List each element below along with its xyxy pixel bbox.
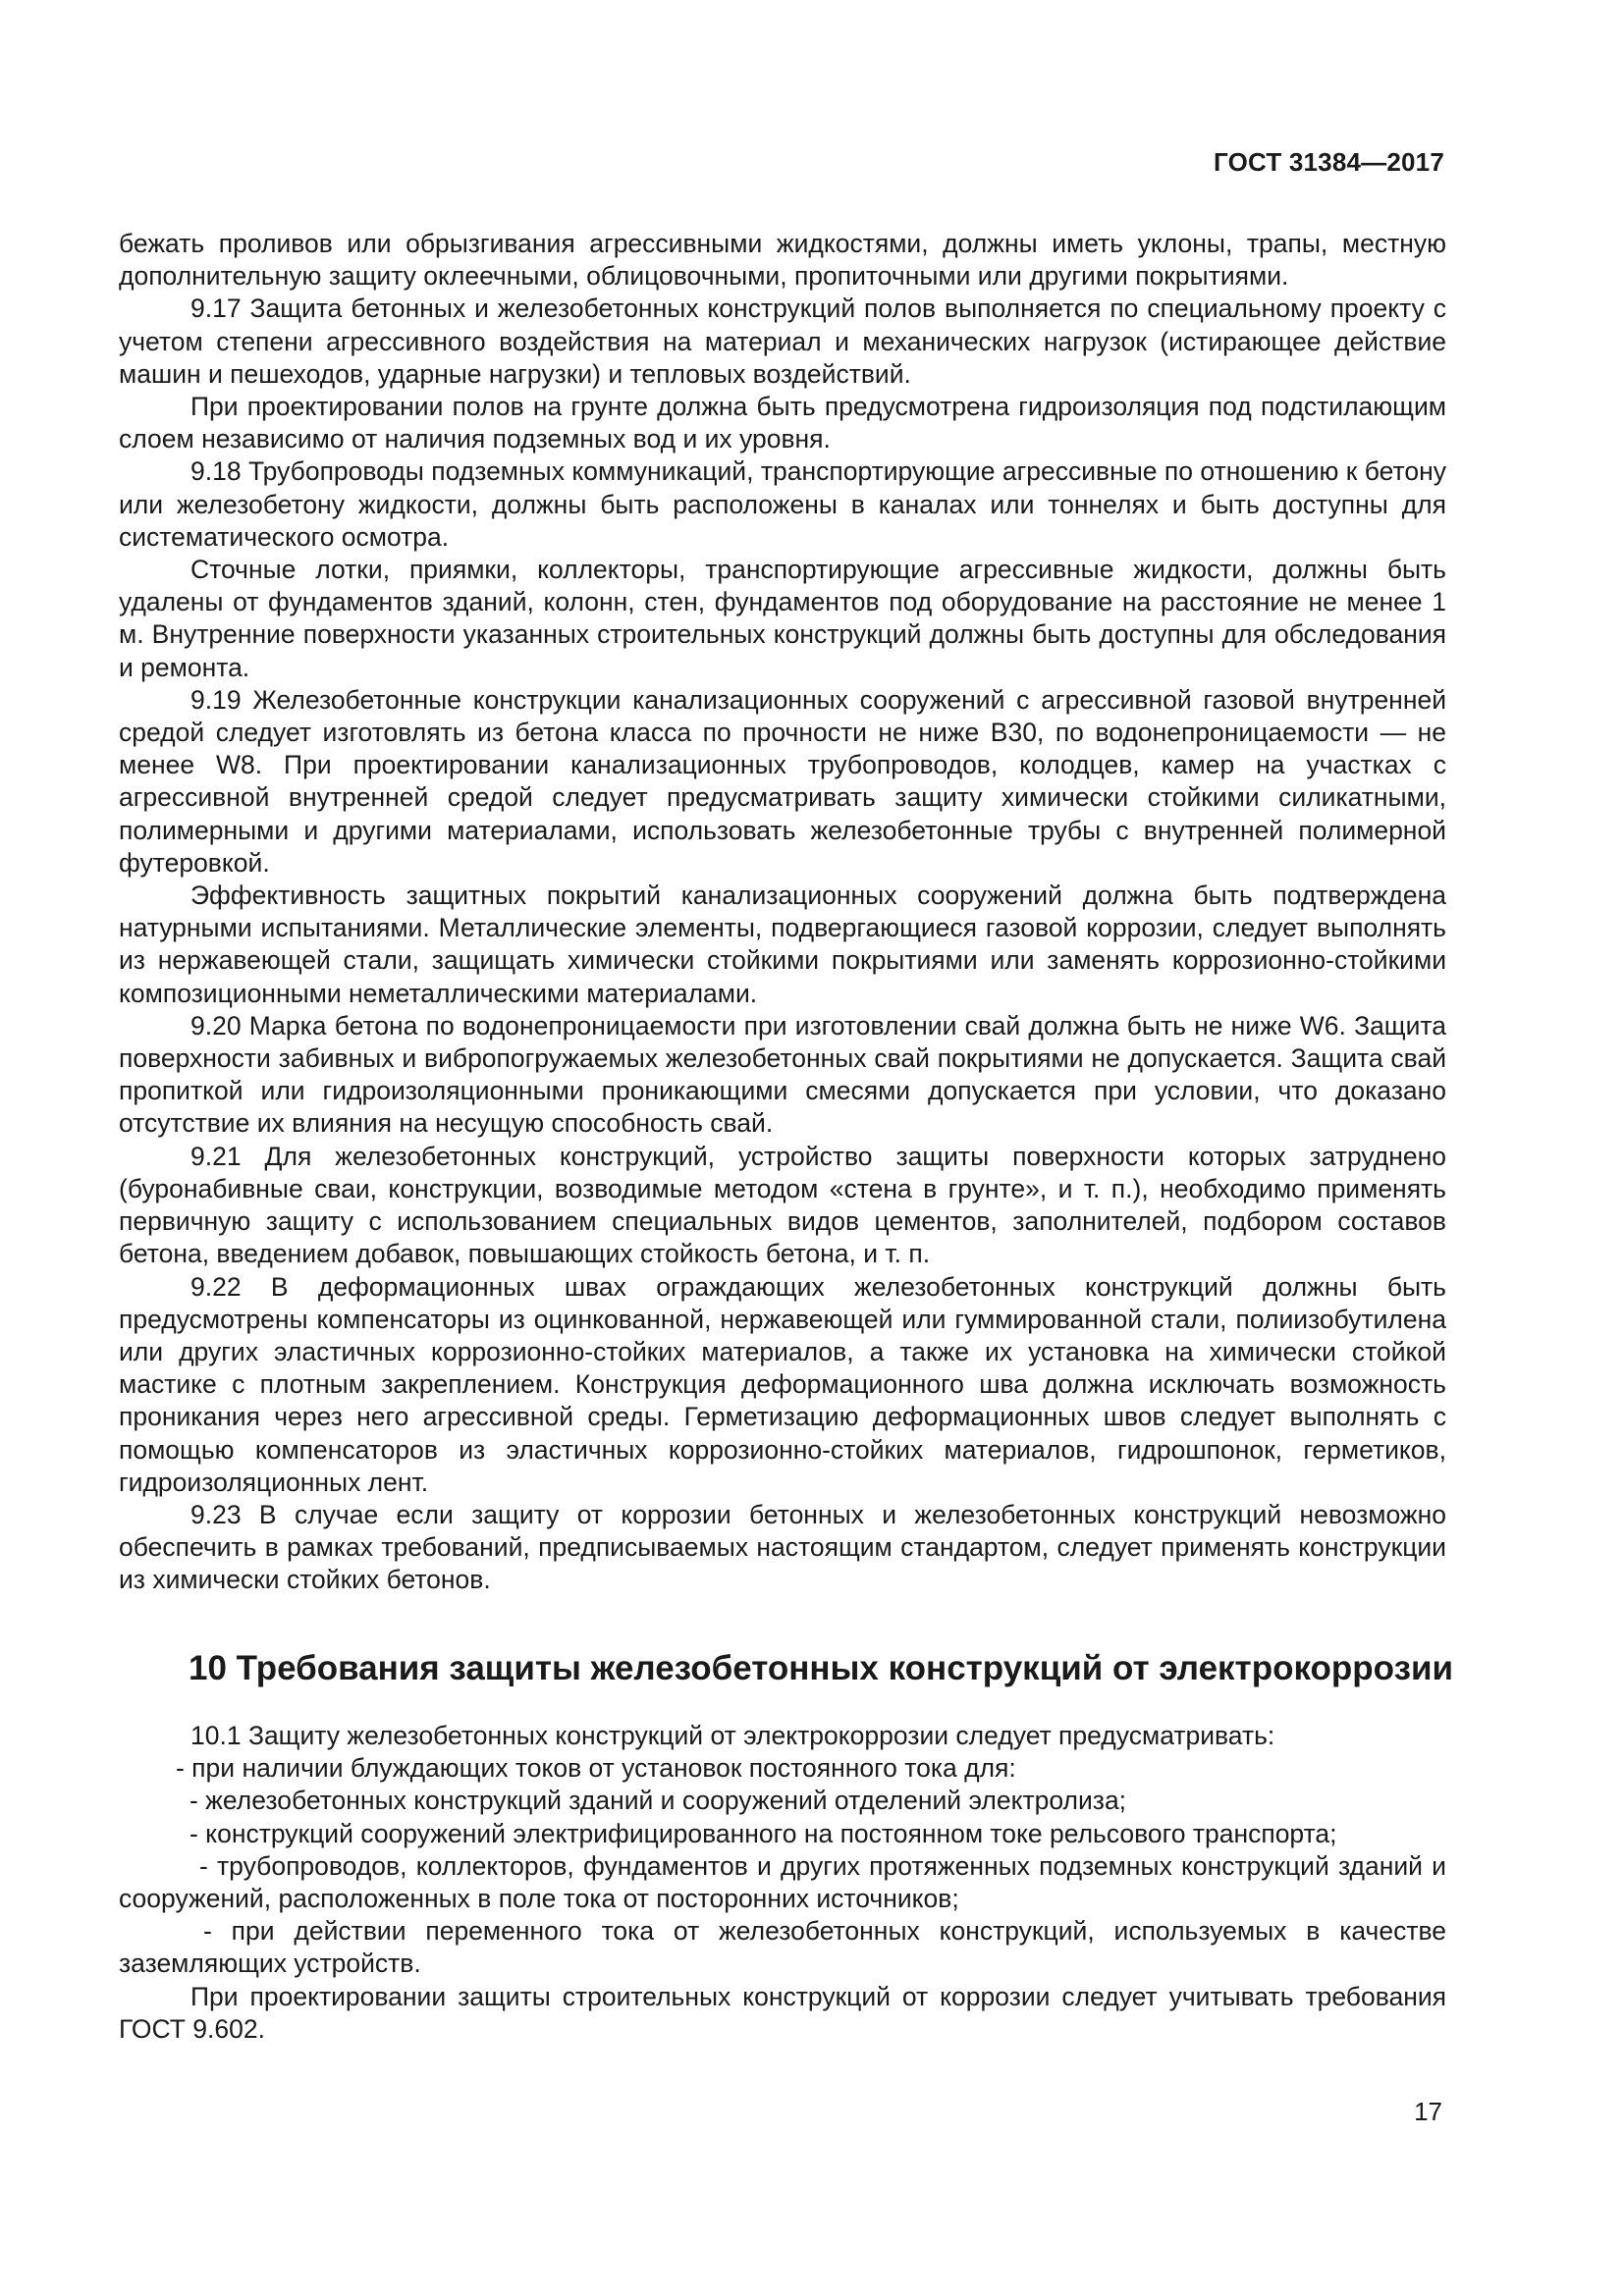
section-10-title: 10 Требования защиты железобетонных конструкций от электрокоррозии [189,1649,1453,1687]
paragraph-9-22: 9.22 В деформационных швах ограждающих железобетонных конструкций должны быть предусмотрены компенсаторы из оцинкованной, нержавеющей или гуммированной стали, полиизобутилена или других эластичных коррозионно-стойких материалов, а также их установка на химически стойкой мастике с плотным закреплением. Конструкция деформационного шва должна исключать возможность проникания через него агрессивной среды. Герметизацию деформационных швов следует выполнять с помощью компенсаторов из эластичных коррозионно-стойких материалов, гидрошпонок, герметиков, гидроизоляционных лент. [119,1271,1446,1497]
list-subitem-electrolysis: - железобетонных конструкций зданий и сооружений отделений электролиза; [189,1786,1127,1816]
paragraph-9-19-coatings: Эффективность защитных покрытий канализационных сооружений должна быть подтверждена натурными испытаниями. Металлические элементы, подвергающиеся газовой коррозии, следует выполнять из нержавеющей стали, защищать химически стойкими покрытиями или заменять коррозионно-стойкими композиционными неметаллическими материалами. [119,881,1446,1008]
paragraph-9-17: 9.17 Защита бетонных и железобетонных конструкций полов выполняется по специальному проекту с учетом степени агрессивного воздействия на материал и механических нагрузок (истирающее действие машин и пешеходов, ударные нагрузки) и тепловых воздействий. [119,294,1446,389]
document-header: ГОСТ 31384—2017 [1214,147,1444,177]
paragraph-continuation: бежать проливов или обрызгивания агрессивными жидкостями, должны иметь уклоны, трапы, местную дополнительную защиту оклеечными, облицовочными, пропиточными или другими покрытиями. [119,229,1446,292]
list-subitem-rail-transport: - конструкций сооружений электрифицированного на постоянном токе рельсового транспорта; [189,1818,1337,1848]
paragraph-9-18-trays: Сточные лотки, приямки, коллекторы, транспортирующие агрессивные жидкости, должны быть удалены от фундаментов зданий, колонн, стен, фундаментов под оборудование на расстояние не менее 1 м. Внутренние поверхности указанных строительных конструкций должны быть доступны для обследования и ремонта. [119,555,1446,682]
paragraph-9-17-floors: При проектировании полов на грунте должна быть предусмотрена гидроизоляция под подстилающим слоем независимо от наличия подземных вод и их уровня. [119,392,1446,454]
paragraph-9-20: 9.20 Марка бетона по водонепроницаемости при изготовлении свай должна быть не ниже W6. Защита поверхности забивных и вибропогружаемых железобетонных свай покрытиями не допускается. Защита свай пропиткой или гидроизоляционными проникающими смесями допускается при условии, что доказано отсутствие их влияния на несущую способность свай. [119,1010,1446,1139]
page-number: 17 [1414,2097,1442,2126]
paragraph-gost-reference: При проектировании защиты строительных конструкций от коррозии следует учитывать требования ГОСТ 9.602. [119,1981,1446,2044]
body-text-section-10 [119,1720,1446,2046]
paragraph-9-23: 9.23 В случае если защиту от коррозии бетонных и железобетонных конструкций невозможно обеспечить в рамках требований, предписываемых настоящим стандартом, следует применять конструкции из химически стойких бетонов. [119,1499,1446,1595]
list-item-stray-currents: - при наличии блуждающих токов от установок постоянного тока для: [176,1753,1016,1784]
paragraph-9-19: 9.19 Железобетонные конструкции канализационных сооружений с агрессивной газовой внутренней средой следует изготовлять из бетона класса по прочности не ниже В30, по водонепроницаемости — не менее W8. При проектировании канализационных трубопроводов, колодцев, камер на участках с агрессивной внутренней средой следует предусматривать защиту химически стойкими силикатными, полимерными и другими материалами, использовать железобетонные трубы с внутренней полимерной футеровкой. [119,684,1446,878]
body-text-section-9 [119,228,1446,1597]
list-subitem-pipelines: - трубопроводов, коллекторов, фундаментов и других протяженных подземных конструкций зданий и сооружений, расположенных в поле тока от посторонних источников; [119,1850,1446,1914]
paragraph-9-18: 9.18 Трубопроводы подземных коммуникаций, транспортирующие агрессивные по отношению к бетону или железобетону жидкости, должны быть расположены в каналах или тоннелях и быть доступны для систематического осмотра. [119,456,1446,552]
paragraph-10-1: 10.1 Защиту железобетонных конструкций от электрокоррозии следует предусматривать: [190,1721,1275,1750]
list-item-alternating-current: - при действии переменного тока от железобетонных конструкций, используемых в качестве заземляющих устройств. [119,1916,1446,1979]
paragraph-9-21: 9.21 Для железобетонных конструкций, устройство защиты поверхности которых затруднено (буронабивные сваи, конструкции, возводимые методом «стена в грунте», и т. п.), необходимо применять первичную защиту с использованием специальных видов цементов, заполнителей, подбором составов бетона, введением добавок, повышающих стойкость бетона, и т. п. [119,1141,1446,1269]
